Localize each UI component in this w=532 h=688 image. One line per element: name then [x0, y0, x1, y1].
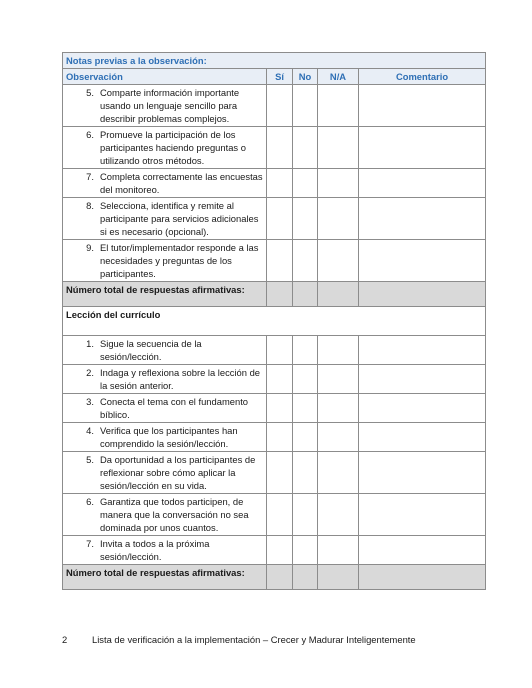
item-text: Promueve la participación de los participantes haciendo preguntas o utilizando otros métodos. — [100, 129, 246, 166]
no-cell[interactable] — [293, 169, 318, 198]
observation-cell — [63, 127, 267, 169]
na-cell[interactable] — [318, 127, 359, 169]
yes-cell[interactable] — [267, 494, 293, 536]
yes-cell[interactable] — [267, 536, 293, 565]
item-number: 6. — [86, 129, 94, 140]
item-number: 7. — [86, 538, 94, 549]
item-number: 9. — [86, 242, 94, 253]
checklist-row — [63, 169, 486, 198]
item-text: Verifica que los participantes han comprendido la sesión/lección. — [100, 425, 238, 449]
na-cell[interactable] — [318, 494, 359, 536]
no-cell[interactable] — [293, 127, 318, 169]
checklist-row — [63, 494, 486, 536]
item-text: Conecta el tema con el fundamento bíblico. — [100, 396, 249, 420]
total-comment-cell[interactable] — [359, 565, 486, 590]
header-comment: Comentario — [359, 69, 486, 85]
checklist-row — [63, 198, 486, 240]
comment-cell[interactable] — [359, 127, 486, 169]
observation-checklist-table — [62, 52, 486, 590]
item-text: Da oportunidad a los participantes de reflexionar sobre cómo aplicar la sesión/lección en su vida. — [100, 454, 256, 491]
comment-cell[interactable] — [359, 85, 486, 127]
no-cell[interactable] — [293, 365, 318, 394]
header-row — [63, 69, 486, 85]
na-cell[interactable] — [318, 423, 359, 452]
na-cell[interactable] — [318, 198, 359, 240]
page-footer — [62, 634, 416, 645]
section-title-row — [63, 307, 486, 336]
checklist-row — [63, 85, 486, 127]
yes-cell[interactable] — [267, 452, 293, 494]
comment-cell[interactable] — [359, 240, 486, 282]
checklist-row — [63, 394, 486, 423]
na-cell[interactable] — [318, 336, 359, 365]
observation-cell — [63, 365, 267, 394]
header-yes: Sí — [267, 69, 293, 85]
no-cell[interactable] — [293, 494, 318, 536]
page-number: 2 — [62, 634, 68, 645]
item-number: 8. — [86, 200, 94, 211]
comment-cell[interactable] — [359, 494, 486, 536]
checklist-row — [63, 336, 486, 365]
item-number: 1. — [86, 338, 94, 349]
yes-cell[interactable] — [267, 336, 293, 365]
comment-cell[interactable] — [359, 169, 486, 198]
item-text: Selecciona, identifica y remite al participante para servicios adicionales si es necesario (opcional). — [100, 200, 259, 237]
yes-cell[interactable] — [267, 198, 293, 240]
total-na-cell[interactable] — [318, 282, 359, 307]
comment-cell[interactable] — [359, 394, 486, 423]
comment-cell[interactable] — [359, 336, 486, 365]
observation-cell — [63, 394, 267, 423]
total-na-cell[interactable] — [318, 565, 359, 590]
yes-cell[interactable] — [267, 240, 293, 282]
no-cell[interactable] — [293, 198, 318, 240]
no-cell[interactable] — [293, 336, 318, 365]
total-yes-cell[interactable] — [267, 282, 293, 307]
na-cell[interactable] — [318, 169, 359, 198]
total-comment-cell[interactable] — [359, 282, 486, 307]
no-cell[interactable] — [293, 536, 318, 565]
section-title: Lección del currículo — [63, 307, 486, 336]
item-text: Completa correctamente las encuestas del monitoreo. — [100, 171, 263, 195]
item-number: 5. — [86, 87, 94, 98]
observation-cell — [63, 198, 267, 240]
checklist-row — [63, 452, 486, 494]
na-cell[interactable] — [318, 85, 359, 127]
checklist-row — [63, 240, 486, 282]
observation-cell — [63, 85, 267, 127]
item-number: 5. — [86, 454, 94, 465]
item-number: 6. — [86, 496, 94, 507]
header-na: N/A — [318, 69, 359, 85]
item-number: 2. — [86, 367, 94, 378]
comment-cell[interactable] — [359, 423, 486, 452]
total-row — [63, 282, 486, 307]
comment-cell[interactable] — [359, 365, 486, 394]
observation-cell — [63, 536, 267, 565]
item-number: 7. — [86, 171, 94, 182]
observation-cell — [63, 336, 267, 365]
observation-cell — [63, 240, 267, 282]
comment-cell[interactable] — [359, 198, 486, 240]
na-cell[interactable] — [318, 240, 359, 282]
no-cell[interactable] — [293, 240, 318, 282]
item-number: 4. — [86, 425, 94, 436]
comment-cell[interactable] — [359, 452, 486, 494]
yes-cell[interactable] — [267, 127, 293, 169]
notes-row — [63, 53, 486, 69]
item-text: Sigue la secuencia de la sesión/lección. — [100, 338, 202, 362]
checklist-row — [63, 423, 486, 452]
na-cell[interactable] — [318, 394, 359, 423]
observation-cell — [63, 494, 267, 536]
checklist-row — [63, 536, 486, 565]
yes-cell[interactable] — [267, 169, 293, 198]
observation-cell — [63, 169, 267, 198]
yes-cell[interactable] — [267, 394, 293, 423]
checklist-row — [63, 365, 486, 394]
item-text: Indaga y reflexiona sobre la lección de la sesión anterior. — [100, 367, 260, 391]
no-cell[interactable] — [293, 85, 318, 127]
total-no-cell[interactable] — [293, 282, 318, 307]
no-cell[interactable] — [293, 423, 318, 452]
observation-cell — [63, 452, 267, 494]
yes-cell[interactable] — [267, 85, 293, 127]
notes-label: Notas previas a la observación: — [63, 53, 486, 69]
yes-cell[interactable] — [267, 365, 293, 394]
na-cell[interactable] — [318, 365, 359, 394]
total-label: Número total de respuestas afirmativas: — [63, 282, 267, 307]
comment-cell[interactable] — [359, 536, 486, 565]
no-cell[interactable] — [293, 452, 318, 494]
item-text: Garantiza que todos participen, de manera que la conversación no sea dominada por unos cuantos. — [100, 496, 249, 533]
observation-cell — [63, 423, 267, 452]
yes-cell[interactable] — [267, 423, 293, 452]
checklist-row — [63, 127, 486, 169]
total-yes-cell[interactable] — [267, 565, 293, 590]
total-no-cell[interactable] — [293, 565, 318, 590]
item-text: Invita a todos a la próxima sesión/lección. — [100, 538, 210, 562]
total-row — [63, 565, 486, 590]
header-no: No — [293, 69, 318, 85]
item-text: El tutor/implementador responde a las necesidades y preguntas de los participantes. — [100, 242, 259, 279]
no-cell[interactable] — [293, 394, 318, 423]
footer-title: Lista de verificación a la implementación – Crecer y Madurar Inteligentemente — [92, 634, 416, 645]
item-text: Comparte información importante usando un lenguaje sencillo para describir problemas complejos. — [100, 87, 240, 124]
header-observation: Observación — [63, 69, 267, 85]
item-number: 3. — [86, 396, 94, 407]
na-cell[interactable] — [318, 452, 359, 494]
na-cell[interactable] — [318, 536, 359, 565]
total-label: Número total de respuestas afirmativas: — [63, 565, 267, 590]
